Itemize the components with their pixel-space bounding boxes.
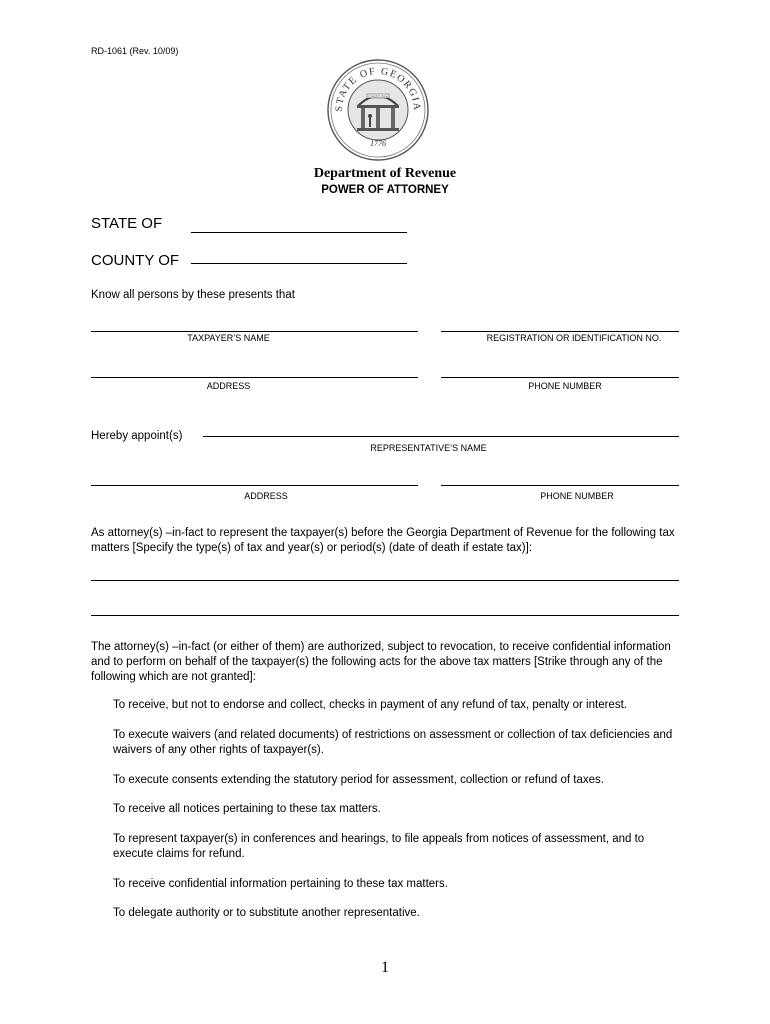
act-item: To execute waivers (and related documents) of restrictions on assessment or collection of tax deficiencies and waivers of any other rights of taxpayer(s). [113,729,673,756]
act-item: To receive confidential information pertaining to these tax matters. [113,878,448,890]
appoint-label: Hereby appoint(s) [91,430,183,442]
act-item: To receive all notices pertaining to these tax matters. [113,803,381,815]
taxpayer-address-caption: ADDRESS [206,381,251,391]
state-label: STATE OF [91,215,163,232]
authorized-paragraph: The attorney(s) –in-fact (or either of them) are authorized, subject to revocation, to receive confidential information and to perform on behalf of the taxpayer(s) the following acts for the above tax matters [Strike through any of the following which are not granted]: [91,641,671,683]
representative-name-caption: REPRESENTATIVE’S NAME [370,443,487,453]
act-item: To delegate authority or to substitute another representative. [113,907,420,919]
attorney-paragraph: As attorney(s) –in-fact to represent the taxpayer(s) before the Georgia Department of Revenue for the following tax matters [Specify the type(s) of tax and year(s) or period(s) (date of death if estate tax)]: [91,527,675,554]
act-item: To represent taxpayer(s) in conferences and hearings, to file appeals from notices of assessment, and to execute claims for refund. [113,833,645,860]
county-field[interactable] [191,263,407,264]
taxpayer-address-field[interactable] [91,377,418,378]
county-label: COUNTY OF [91,252,180,269]
form-title: POWER OF ATTORNEY [321,184,449,196]
state-seal [326,58,430,162]
representative-phone-caption: PHONE NUMBER [540,491,614,501]
tax-matters-line-2[interactable] [91,615,679,616]
representative-address-field[interactable] [91,485,418,486]
seal-ribbon-text: CONSTITUTION [368,95,388,99]
representative-name-field[interactable] [203,436,679,437]
form-id: RD-1061 (Rev. 10/09) [91,46,179,56]
representative-address-caption: ADDRESS [244,491,288,501]
page-number: 1 [381,959,389,976]
taxpayer-phone-field[interactable] [441,377,679,378]
registration-caption: REGISTRATION OR IDENTIFICATION NO. [486,333,662,343]
department-heading: Department of Revenue [313,166,457,181]
registration-field[interactable] [441,331,679,332]
seal-ring-text: STATE OF GEORGIA [333,65,423,112]
state-field[interactable] [191,232,407,233]
act-item: To execute consents extending the statutory period for assessment, collection or refund of taxes. [113,774,604,786]
taxpayer-name-caption: TAXPAYER’S NAME [187,333,270,343]
taxpayer-name-field[interactable] [91,331,418,332]
representative-phone-field[interactable] [441,485,679,486]
tax-matters-line-1[interactable] [91,580,679,581]
intro-text: Know all persons by these presents that [91,289,295,301]
taxpayer-phone-caption: PHONE NUMBER [528,381,602,391]
seal-year: 1776 [370,139,386,148]
act-item: To receive, but not to endorse and collect, checks in payment of any refund of tax, penalty or interest. [113,699,627,711]
